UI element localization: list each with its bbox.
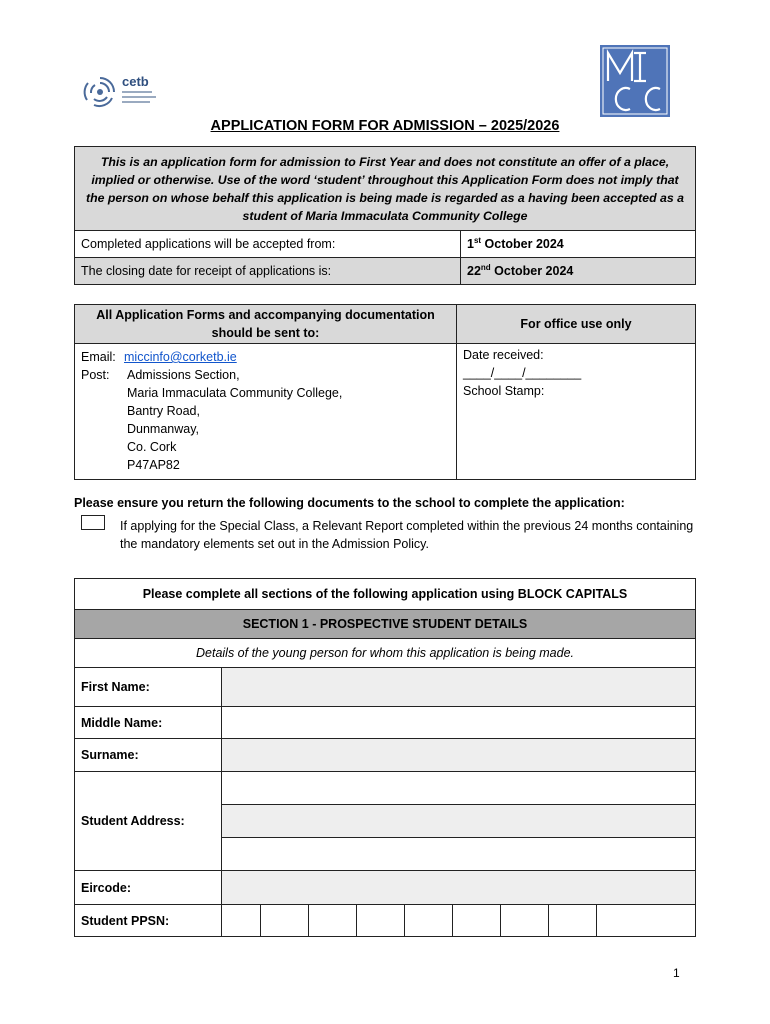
ppsn-box[interactable] <box>597 905 696 937</box>
page-title: APPLICATION FORM FOR ADMISSION – 2025/2026 <box>210 118 560 134</box>
section1-table <box>74 578 696 937</box>
post-label: Post: <box>81 368 110 382</box>
cetb-logo <box>80 74 160 110</box>
address-line: Co. Cork <box>127 440 177 454</box>
surname-label: Surname: <box>75 739 222 772</box>
ppsn-box[interactable] <box>357 905 405 937</box>
student-address-label: Student Address: <box>75 772 222 871</box>
office-use-heading: For office use only <box>457 305 696 344</box>
date-received-label: Date received: <box>463 348 544 362</box>
cetb-logo-text: cetb <box>122 74 149 89</box>
page-number: 1 <box>673 966 680 980</box>
student-address-input-line-1[interactable] <box>222 772 696 805</box>
postal-address <box>75 344 457 480</box>
date-received-field[interactable]: ____/____/________ <box>463 366 582 380</box>
micc-logo <box>600 45 670 117</box>
eircode-input[interactable] <box>222 871 696 905</box>
special-class-checkbox[interactable] <box>81 515 105 530</box>
address-line: Dunmanway, <box>127 422 200 436</box>
email-link[interactable]: miccinfo@corketb.ie <box>124 350 237 364</box>
accepted-from-label: Completed applications will be accepted from: <box>75 231 461 258</box>
first-name-input[interactable] <box>222 668 696 707</box>
address-line: Bantry Road, <box>127 404 200 418</box>
ppsn-box[interactable] <box>501 905 549 937</box>
section1-subheading: Details of the young person for whom this application is being made. <box>75 639 696 668</box>
ppsn-label: Student PPSN: <box>75 905 222 937</box>
documents-heading: Please ensure you return the following documents to the school to complete the application: <box>74 496 625 510</box>
micc-monogram-icon <box>600 45 670 117</box>
ppsn-box[interactable] <box>549 905 597 937</box>
cetb-swirl-icon <box>80 74 120 110</box>
closing-date-label: The closing date for receipt of applications is: <box>75 258 461 285</box>
intro-disclaimer: This is an application form for admission to First Year and does not constitute an offer of a place, implied or otherwise. Use of the word ‘student’ throughout this Application Form does not imply that the person on whose behalf this application is being made is regarded as a having been accepted as a student of Maria Immaculata Community College <box>75 147 696 231</box>
send-to-heading: All Application Forms and accompanying documentation should be sent to: <box>75 305 457 344</box>
block-capitals-note: Please complete all sections of the following application using BLOCK CAPITALS <box>75 579 696 610</box>
section1-heading: SECTION 1 - PROSPECTIVE STUDENT DETAILS <box>75 610 696 639</box>
eircode-label: Eircode: <box>75 871 222 905</box>
ppsn-box[interactable] <box>405 905 453 937</box>
middle-name-label: Middle Name: <box>75 707 222 739</box>
ppsn-box[interactable] <box>222 905 261 937</box>
address-line: Maria Immaculata Community College, <box>127 386 343 400</box>
address-line: P47AP82 <box>127 458 180 472</box>
ppsn-box[interactable] <box>309 905 357 937</box>
email-label: Email: <box>81 350 116 364</box>
accepted-from-date: 1st October 2024 <box>461 231 696 258</box>
intro-table <box>74 146 696 285</box>
special-class-requirement: If applying for the Special Class, a Relevant Report completed within the previous 24 months containing the mandatory elements set out in the Admission Policy. <box>120 519 694 551</box>
middle-name-input[interactable] <box>222 707 696 739</box>
contact-table <box>74 304 696 480</box>
first-name-label: First Name: <box>75 668 222 707</box>
student-address-input-line-3[interactable] <box>222 838 696 871</box>
surname-input[interactable] <box>222 739 696 772</box>
ppsn-box[interactable] <box>453 905 501 937</box>
closing-date: 22nd October 2024 <box>461 258 696 285</box>
office-use-box <box>457 344 696 480</box>
address-line: Admissions Section, <box>127 368 240 382</box>
student-address-input-line-2[interactable] <box>222 805 696 838</box>
ppsn-box[interactable] <box>261 905 309 937</box>
school-stamp-label: School Stamp: <box>463 384 545 398</box>
